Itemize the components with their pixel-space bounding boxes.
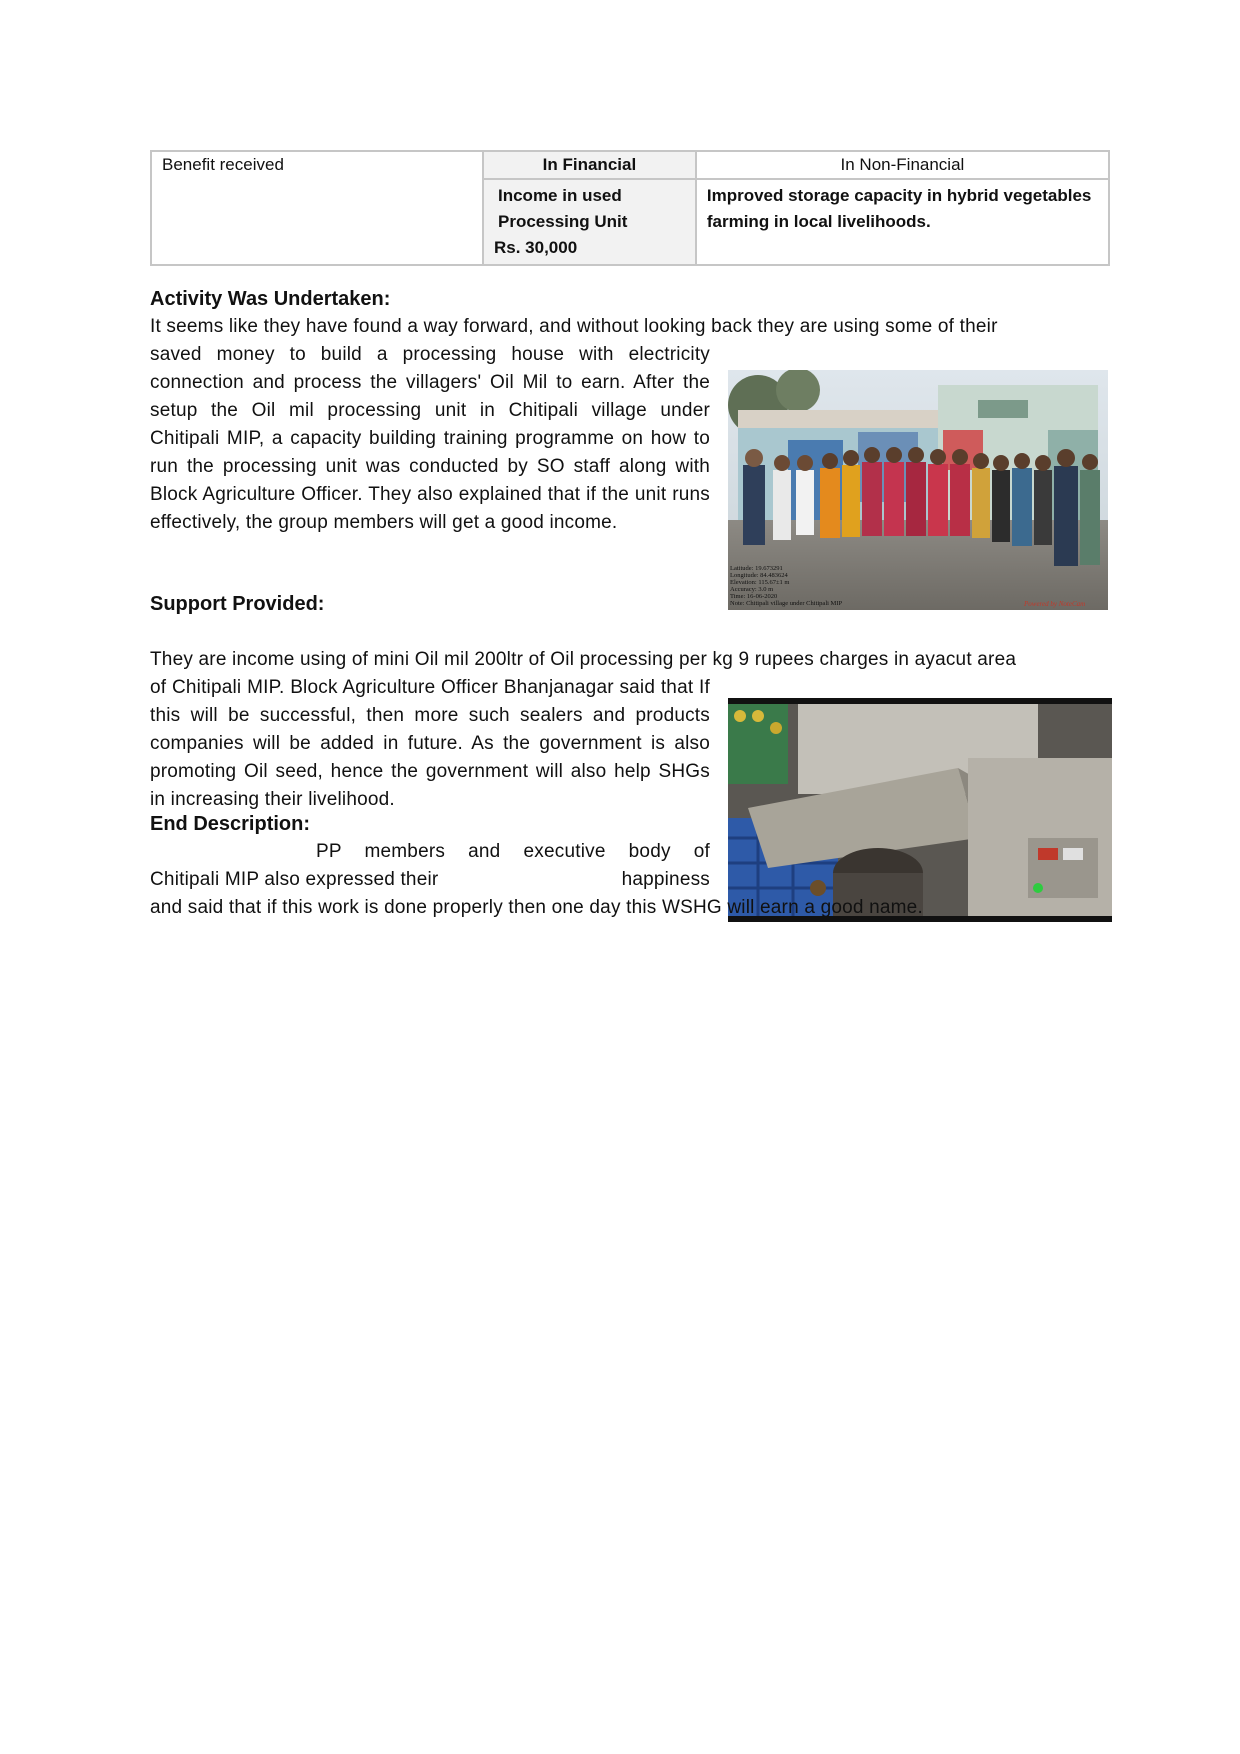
non-financial-value: Improved storage capacity in hybrid vegetables farming in local livelihoods. (696, 179, 1109, 265)
end-line1: PP members and executive body of (316, 841, 710, 862)
photo-stamp-latitude: Latitude: 19.673291 (730, 565, 783, 572)
support-body: of Chitipali MIP. Block Agriculture Officer Bhanjanagar said that If this will be successful, then more such sealers and products companies will be added in future. As the government is also promoting Oil seed, hence the government will also help SHGs in increasing their livelihood. (150, 677, 710, 810)
group-photo-image (728, 370, 1108, 610)
document-page (150, 150, 1110, 918)
support-heading: Support Provided: (150, 593, 325, 615)
end-line2b: happiness (621, 869, 710, 890)
photo-stamp-brand: Powered by NoteCam (1024, 600, 1086, 608)
financial-value-line1: Income in used Processing Unit (498, 186, 628, 231)
photo-stamp-time: Time: 16-06-2020 (730, 593, 778, 600)
benefit-label: Benefit received (151, 151, 483, 265)
column-header-non-financial: In Non-Financial (696, 151, 1109, 179)
end-line2a: Chitipali MIP also expressed their (150, 869, 439, 890)
photo-stamp-accuracy: Accuracy: 3.0 m (730, 586, 774, 593)
photo-stamp-longitude: Longitude: 84.483624 (730, 572, 788, 579)
photo-stamp-elevation: Elevation: 115.67±1 m (730, 579, 790, 586)
financial-value-line2: Rs. 30,000 (494, 238, 578, 257)
end-heading: End Description: (150, 813, 311, 835)
support-intro-line: They are income using of mini Oil mil 200ltr of Oil processing per kg 9 rupees charges in ayacut area (150, 649, 1017, 670)
column-header-financial: In Financial (483, 151, 696, 179)
benefit-table (150, 150, 1110, 266)
photo-stamp-note: Note: Chitipali village under Chitipali MIP (730, 600, 843, 607)
activity-body: saved money to build a processing house with electricity connection and process the villagers' Oil Mil to earn. After the setup the Oil mil processing unit in Chitipali village under Chitipali MIP, a capacity building training programme on how to run the processing unit was conducted by SO staff along with Block Agriculture Officer. They also explained that if the unit runs effectively, the group members will get a good income. (150, 344, 710, 533)
end-line3: and said that if this work is done properly then one day this WSHG will earn a good name. (150, 897, 923, 918)
end-section (150, 810, 1110, 922)
group-photo (728, 370, 1108, 610)
activity-intro-line: It seems like they have found a way forward, and without looking back they are using some of their (150, 316, 998, 337)
financial-value (483, 179, 696, 265)
activity-heading: Activity Was Undertaken: (150, 288, 391, 310)
